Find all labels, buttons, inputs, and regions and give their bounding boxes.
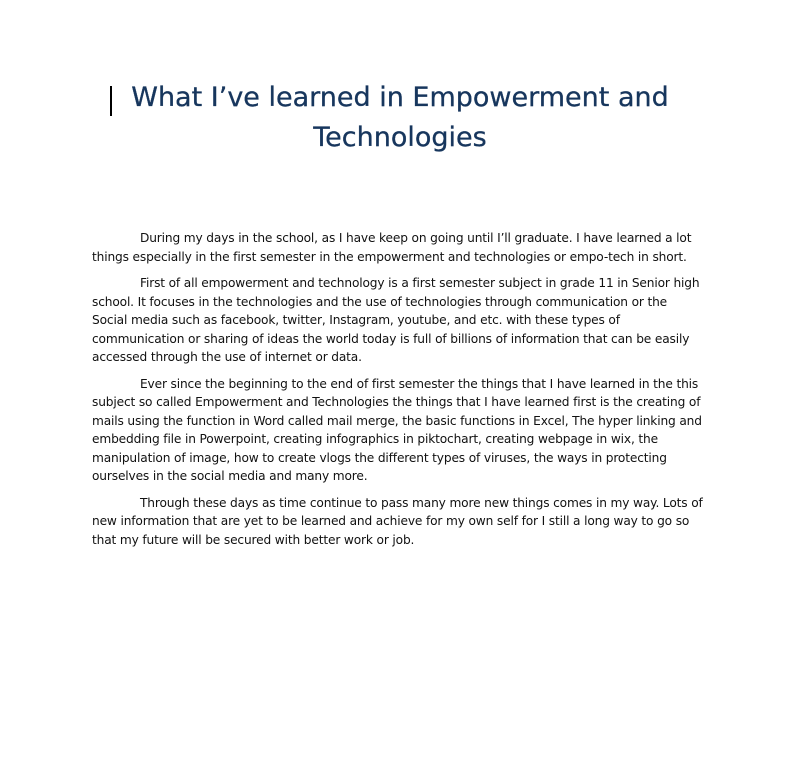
paragraph-4[interactable]: Through these days as time continue to pass many more new things comes in my way. Lots of new information that are yet to be learned and achieve for my own self for I still a long way to go so that my future will be secured with better work or job.: [92, 495, 703, 547]
paragraph-3[interactable]: Ever since the beginning to the end of first semester the things that I have learned in the this subject so called Empowerment and Technologies the things that I have learned first is the creating of mails using the function in Word called mail merge, the basic functions in Excel, The hyper linking and embedding file in Powerpoint, creating infographics in piktochart, creating webpage in wix, the manipulation of image, how to create vlogs the different types of viruses, the ways in protecting ourselves in the social media and many more.: [92, 376, 702, 483]
paragraph-2[interactable]: First of all empowerment and technology is a first semester subject in grade 11 in Senior high school. It focuses in the technologies and the use of technologies through communication or the Social media such as facebook, twitter, Instagram, youtube, and etc. with these types of communication or sharing of ideas the world today is full of billions of information that can be easily accessed through the use of internet or data.: [92, 276, 700, 364]
document-body[interactable]: [92, 229, 704, 557]
paragraph-1[interactable]: During my days in the school, as I have keep on going until I’ll graduate. I have learned a lot things especially in the first semester in the empowerment and technologies or empo-tech in short.: [92, 231, 692, 264]
document-title[interactable]: What I’ve learned in Empowerment and Technologies: [131, 82, 669, 153]
